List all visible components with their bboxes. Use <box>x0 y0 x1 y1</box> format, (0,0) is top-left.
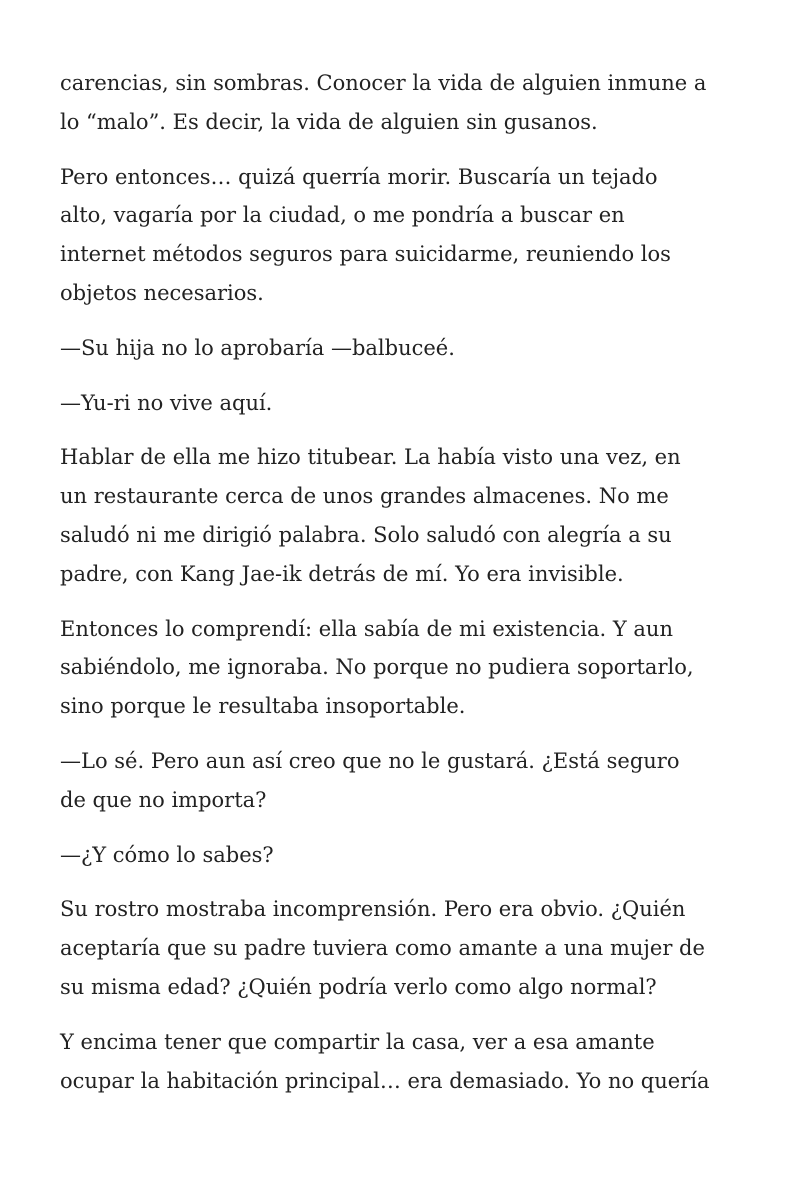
dialogue-line: —¿Y cómo lo sabes? <box>60 842 274 867</box>
dialogue-line: —Lo sé. Pero aun así creo que no le gustará. ¿Está seguro de que no importa? <box>60 748 680 812</box>
book-page <box>60 64 744 1116</box>
dialogue-line: —Su hija no lo aprobaría —balbuceé. <box>60 335 455 360</box>
paragraph: Hablar de ella me hizo titubear. La había visto una vez, en un restaurante cerca de unos grandes almacenes. No me saludó ni me dirigió palabra. Solo saludó con alegría a su padre, con Kang Jae-ik detrás de mí. Yo era invisible. <box>60 445 681 586</box>
paragraph: Pero entonces… quizá querría morir. Buscaría un tejado alto, vagaría por la ciudad, o me pondría a buscar en internet métodos seguros para suicidarme, reuniendo los objetos necesarios. <box>60 164 671 305</box>
paragraph: Entonces lo comprendí: ella sabía de mi existencia. Y aun sabiéndolo, me ignoraba. No porque no pudiera soportarlo, sino porque le resultaba insoportable. <box>60 616 694 719</box>
paragraph: Su rostro mostraba incomprensión. Pero era obvio. ¿Quién aceptaría que su padre tuviera como amante a una mujer de su misma edad? ¿Quién podría verlo como algo normal? <box>60 897 705 999</box>
dialogue-line: —Yu-ri no vive aquí. <box>60 390 273 415</box>
paragraph: Y encima tener que compartir la casa, ver a esa amante ocupar la habitación principal… era demasiado. Yo no quería <box>60 1029 710 1093</box>
paragraph: carencias, sin sombras. Conocer la vida de alguien inmune a lo “malo”. Es decir, la vida de alguien sin gusanos. <box>60 71 707 134</box>
